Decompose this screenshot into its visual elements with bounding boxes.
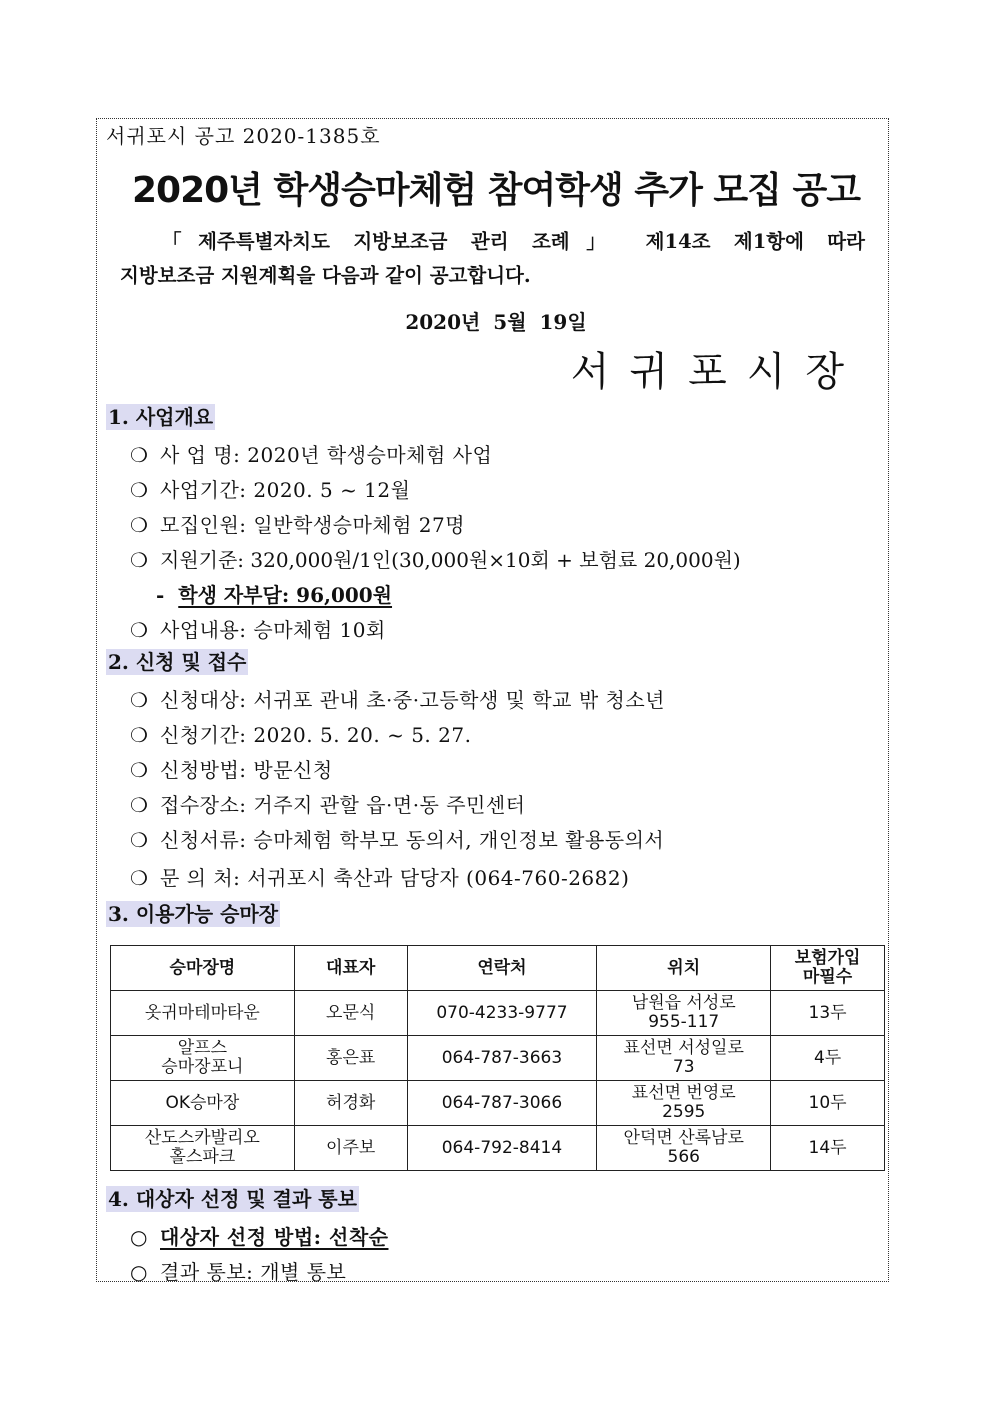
circle-bullet-icon: ❍	[130, 723, 149, 747]
section-4-heading: 4. 대상자 선정 및 결과 통보	[108, 1187, 357, 1211]
selection-method-text: 대상자 선정 방법: 선착순	[160, 1225, 389, 1249]
table-cell: 064-787-3663	[407, 1036, 597, 1081]
table-cell: OK승마장	[111, 1081, 295, 1126]
list-item: ○ 결과 통보: 개별 통보	[130, 1260, 347, 1284]
table-header-cell: 연락처	[407, 946, 597, 991]
table-cell: 10두	[771, 1081, 885, 1126]
list-item: ❍ 사업기간: 2020. 5 ~ 12월	[130, 478, 411, 502]
circle-bullet-icon: ❍	[130, 828, 149, 852]
dash-icon: -	[156, 583, 165, 607]
table-header-cell: 대표자	[294, 946, 407, 991]
notice-number: 서귀포시 공고 2020-1385호	[106, 124, 381, 148]
riding-center-table	[110, 945, 885, 1171]
table-cell: 4두	[771, 1036, 885, 1081]
table-cell: 064-792-8414	[407, 1126, 597, 1171]
list-item: ❍ 모집인원: 일반학생승마체험 27명	[130, 513, 466, 537]
circle-bullet-icon: ○	[130, 1225, 148, 1249]
circle-bullet-icon: ○	[130, 1260, 148, 1284]
table-cell: 13두	[771, 991, 885, 1036]
table-cell: 남원읍 서성로 955-117	[597, 991, 771, 1036]
table-cell: 070-4233-9777	[407, 991, 597, 1036]
circle-bullet-icon: ❍	[130, 618, 149, 642]
circle-bullet-icon: ❍	[130, 443, 149, 467]
table-cell: 홍은표	[294, 1036, 407, 1081]
table-cell: 표선면 서성일로 73	[597, 1036, 771, 1081]
notice-date: 2020년 5월 19일	[405, 310, 587, 334]
table-header-cell: 보험가입 마필수	[771, 946, 885, 991]
table-cell: 이주보	[294, 1126, 407, 1171]
list-item: ❍ 지원기준: 320,000원/1인(30,000원×10회 + 보험료 20,000원)	[130, 548, 741, 572]
table-cell: 064-787-3066	[407, 1081, 597, 1126]
table-header-cell: 승마장명	[111, 946, 295, 991]
table-header-row	[111, 946, 885, 991]
list-item: ❍ 신청서류: 승마체험 학부모 동의서, 개인정보 활용동의서	[130, 828, 665, 852]
issuer-name: 서귀포시장	[570, 349, 864, 395]
list-item: ❍ 사업내용: 승마체험 10회	[130, 618, 386, 642]
list-item: ❍ 접수장소: 거주지 관할 읍·면·동 주민센터	[130, 793, 526, 817]
page-title: 2020년 학생승마체험 참여학생 추가 모집 공고	[131, 170, 861, 211]
section-1-heading: 1. 사업개요	[108, 405, 214, 429]
table-cell: 옷귀마테마타운	[111, 991, 295, 1036]
list-item: ❍ 신청대상: 서귀포 관내 초·중·고등학생 및 학교 밖 청소년	[130, 688, 665, 712]
sub-item	[156, 579, 392, 608]
circle-bullet-icon: ❍	[130, 478, 149, 502]
circle-bullet-icon: ❍	[130, 793, 149, 817]
list-item	[130, 1221, 388, 1250]
self-payment-text: 학생 자부담: 96,000원	[178, 583, 393, 607]
table-cell: 14두	[771, 1126, 885, 1171]
list-item: ❍ 신청방법: 방문신청	[130, 758, 333, 782]
table-row	[111, 1126, 885, 1171]
table-row	[111, 1081, 885, 1126]
table-cell: 산도스카발리오 홀스파크	[111, 1126, 295, 1171]
circle-bullet-icon: ❍	[130, 513, 149, 537]
list-item: ❍ 신청기간: 2020. 5. 20. ~ 5. 27.	[130, 723, 472, 747]
table-cell: 오문식	[294, 991, 407, 1036]
section-2-heading: 2. 신청 및 접수	[108, 650, 247, 674]
circle-bullet-icon: ❍	[130, 688, 149, 712]
intro-line-1: 「제주특별자치도 지방보조금 관리 조례」 제14조 제1항에 따라	[162, 230, 865, 253]
circle-bullet-icon: ❍	[130, 758, 149, 782]
table-cell: 안덕면 산록남로 566	[597, 1126, 771, 1171]
circle-bullet-icon: ❍	[130, 548, 148, 572]
section-3-heading: 3. 이용가능 승마장	[108, 902, 279, 926]
table-row	[111, 991, 885, 1036]
circle-bullet-icon: ❍	[130, 866, 149, 890]
table-header-cell: 위치	[597, 946, 771, 991]
table-row	[111, 1036, 885, 1081]
intro-line-2: 지방보조금 지원계획을 다음과 같이 공고합니다.	[120, 264, 531, 287]
list-item: ❍ 사 업 명: 2020년 학생승마체험 사업	[130, 443, 493, 467]
table-cell: 표선면 번영로 2595	[597, 1081, 771, 1126]
table-cell: 알프스 승마장포니	[111, 1036, 295, 1081]
table-cell: 허경화	[294, 1081, 407, 1126]
list-item: ❍ 문 의 처: 서귀포시 축산과 담당자 (064-760-2682)	[130, 866, 630, 890]
